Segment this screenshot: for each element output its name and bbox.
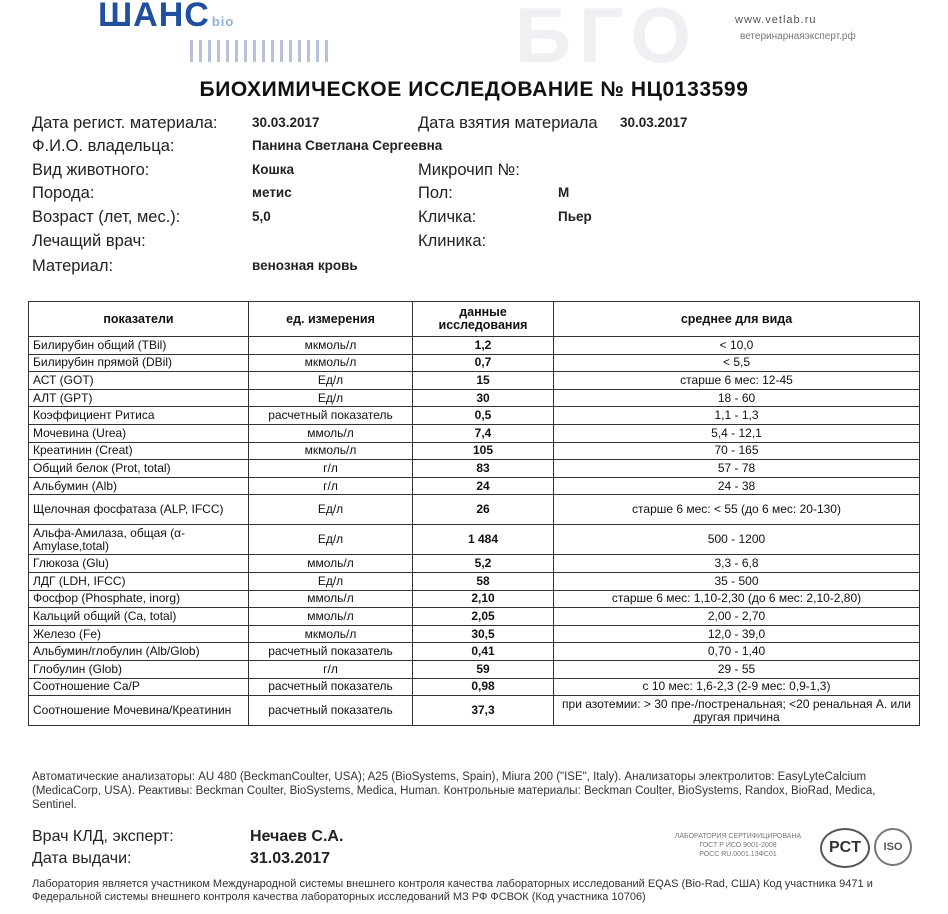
parameter-cell: Билирубин прямой (DBil) [29,354,249,372]
unit-cell: ммоль/л [249,608,413,626]
unit-cell: мкмоль/л [249,442,413,460]
parameter-cell: Креатинин (Creat) [29,442,249,460]
parameter-cell: Коэффициент Ритиса [29,407,249,425]
table-row [29,372,920,390]
parameter-cell: АЛТ (GPT) [29,389,249,407]
table-row [29,678,920,696]
table-row [29,555,920,573]
animal-value: Кошка [252,162,295,177]
table-row [29,460,920,478]
unit-cell: расчетный показатель [249,407,413,425]
unit-cell: расчетный показатель [249,643,413,661]
result-cell: 59 [413,660,554,678]
table-row [29,407,920,425]
table-row [29,525,920,555]
result-cell: 26 [413,495,554,525]
table-row [29,442,920,460]
result-cell: 5,2 [413,555,554,573]
parameter-cell: Мочевина (Urea) [29,424,249,442]
cert-line1: ЛАБОРАТОРИЯ СЕРТИФИЦИРОВАНА [674,833,802,840]
parameter-cell: Глобулин (Glob) [29,660,249,678]
result-cell: 0,7 [413,354,554,372]
reference-cell: 2,00 - 2,70 [554,608,920,626]
sex-value: М [558,185,570,200]
unit-cell: ммоль/л [249,555,413,573]
parameter-cell: Общий белок (Prot, total) [29,460,249,478]
certification-stamp [668,832,808,859]
owner-value: Панина Светлана Сергеевна [252,138,443,153]
unit-cell: мкмоль/л [249,354,413,372]
take-date-value: 30.03.2017 [620,115,688,130]
reference-cell: < 10,0 [554,337,920,355]
unit-cell: г/л [249,477,413,495]
parameter-cell: Билирубин общий (TBil) [29,337,249,355]
parameter-cell: Кальций общий (Ca, total) [29,608,249,626]
reference-cell: при азотемии: > 30 пре-/постренальная; <20 ренальная А. или другая причина [554,696,920,726]
reference-cell: 12,0 - 39,0 [554,625,920,643]
result-cell: 7,4 [413,424,554,442]
reference-cell: 18 - 60 [554,389,920,407]
header-unit: ед. измерения [249,302,413,337]
breed-label: Порода: [32,184,95,202]
issue-date-value: 31.03.2017 [250,850,331,867]
owner-label: Ф.И.О. владельца: [32,137,175,155]
result-cell: 1,2 [413,337,554,355]
unit-cell: Ед/л [249,525,413,555]
parameter-cell: Фосфор (Phosphate, inorg) [29,590,249,608]
result-cell: 0,41 [413,643,554,661]
doctor-label: Лечащий врач: [32,232,146,250]
reference-cell: 3,3 - 6,8 [554,555,920,573]
reference-cell: старше 6 мес: < 55 (до 6 мес: 20-130) [554,495,920,525]
watermark: БГО [515,0,699,79]
parameter-cell: АСТ (GOT) [29,372,249,390]
table-row [29,389,920,407]
result-cell: 0,98 [413,678,554,696]
reference-cell: 0,70 - 1,40 [554,643,920,661]
result-cell: 37,3 [413,696,554,726]
lab-logo [98,0,234,35]
age-value: 5,0 [252,209,271,224]
issue-date-label: Дата выдачи: [32,850,132,867]
result-cell: 105 [413,442,554,460]
cert-line2: ГОСТ Р ИСО 9001-2008 [699,842,777,849]
table-row [29,643,920,661]
unit-cell: г/л [249,460,413,478]
table-row [29,608,920,626]
age-label: Возраст (лет, мес.): [32,208,181,226]
parameter-cell: Соотношение Ca/P [29,678,249,696]
table-row [29,660,920,678]
table-row [29,590,920,608]
breed-value: метис [252,185,292,200]
header-reference: среднее для вида [554,302,920,337]
unit-cell: мкмоль/л [249,337,413,355]
header-parameter: показатели [29,302,249,337]
material-value: венозная кровь [252,258,358,273]
sex-label: Пол: [418,184,453,202]
table-row [29,495,920,525]
lab-logo-sub: bio [211,14,235,29]
lab-logo-text: ШАНС [98,0,210,34]
iso-mark-icon: ISO [874,828,912,866]
table-row [29,477,920,495]
reference-cell: 70 - 165 [554,442,920,460]
unit-cell: ммоль/л [249,424,413,442]
unit-cell: Ед/л [249,389,413,407]
clinic-label: Клиника: [418,232,487,250]
table-row [29,337,920,355]
table-header-row [29,302,920,337]
results-table [28,301,920,726]
logo-pattern [190,40,330,62]
unit-cell: расчетный показатель [249,678,413,696]
take-date-label: Дата взятия материала [418,114,598,132]
result-cell: 30 [413,389,554,407]
reference-cell: 24 - 38 [554,477,920,495]
result-cell: 58 [413,572,554,590]
nickname-value: Пьер [558,209,592,224]
unit-cell: Ед/л [249,372,413,390]
unit-cell: расчетный показатель [249,696,413,726]
nickname-label: Кличка: [418,208,477,226]
cert-line3: РОСС RU.0001.13ФС01 [699,851,777,858]
reference-cell: 500 - 1200 [554,525,920,555]
chip-label: Микрочип №: [418,161,520,179]
parameter-cell: Альфа-Амилаза, общая (α-Amylase,total) [29,525,249,555]
unit-cell: Ед/л [249,572,413,590]
reference-cell: старше 6 мес: 12-45 [554,372,920,390]
unit-cell: г/л [249,660,413,678]
table-row [29,625,920,643]
parameter-cell: Альбумин/глобулин (Alb/Glob) [29,643,249,661]
pct-mark-icon: PCT [820,828,870,868]
parameter-cell: ЛДГ (LDH, IFCC) [29,572,249,590]
reg-date-label: Дата регист. материала: [32,114,218,132]
parameter-cell: Железо (Fe) [29,625,249,643]
reference-cell: 35 - 500 [554,572,920,590]
expert-label: Врач КЛД, эксперт: [32,828,174,845]
website-link-rf[interactable]: ветеринарнаяэксперт.рф [740,31,856,42]
reference-cell: старше 6 мес: 1,10-2,30 (до 6 мес: 2,10-2,80) [554,590,920,608]
document-title: БИОХИМИЧЕСКОЕ ИССЛЕДОВАНИЕ № НЦ0133599 [199,78,749,101]
reference-cell: 57 - 78 [554,460,920,478]
result-cell: 15 [413,372,554,390]
analyzers-note: Автоматические анализаторы: AU 480 (BeckmanCoulter, USA); A25 (BioSystems, Spain), Miura 200 ("ISE", Italy). Анализаторы электролитов: EasyLyteCalcium (MedicaCorp, USA). Реактивы: Beckman Coulter, BioSystems, Medica, Human. Контрольные материалы: Beckman Coulter, BioSystems, Randox, BioRad, Medica, Sentinel. [32,771,876,811]
table-row [29,354,920,372]
header-result: данные исследования [413,302,554,337]
unit-cell: Ед/л [249,495,413,525]
reference-cell: 5,4 - 12,1 [554,424,920,442]
unit-cell: ммоль/л [249,590,413,608]
table-row [29,424,920,442]
unit-cell: мкмоль/л [249,625,413,643]
parameter-cell: Соотношение Мочевина/Креатинин [29,696,249,726]
table-row [29,572,920,590]
result-cell: 2,10 [413,590,554,608]
animal-label: Вид животного: [32,161,150,179]
result-cell: 83 [413,460,554,478]
parameter-cell: Щелочная фосфатаза (ALP, IFCC) [29,495,249,525]
result-cell: 1 484 [413,525,554,555]
footer-note: Лаборатория является участником Международной системы внешнего контроля качества лабораторных исследований EQAS (Bio-Rad, США) Код участника 9471 и Федеральной системы внешнего контроля качества лабораторных исследований МЗ РФ ФСВОК (Код участника 10706) [32,878,873,903]
result-cell: 0,5 [413,407,554,425]
reg-date-value: 30.03.2017 [252,115,320,130]
reference-cell: 29 - 55 [554,660,920,678]
table-row [29,696,920,726]
website-link[interactable]: www.vetlab.ru [735,14,817,26]
reference-cell: < 5,5 [554,354,920,372]
result-cell: 24 [413,477,554,495]
parameter-cell: Альбумин (Alb) [29,477,249,495]
result-cell: 2,05 [413,608,554,626]
reference-cell: 1,1 - 1,3 [554,407,920,425]
parameter-cell: Глюкоза (Glu) [29,555,249,573]
result-cell: 30,5 [413,625,554,643]
material-label: Материал: [32,257,114,275]
reference-cell: с 10 мес: 1,6-2,3 (2-9 мес: 0,9-1,3) [554,678,920,696]
expert-value: Нечаев С.А. [250,828,344,845]
